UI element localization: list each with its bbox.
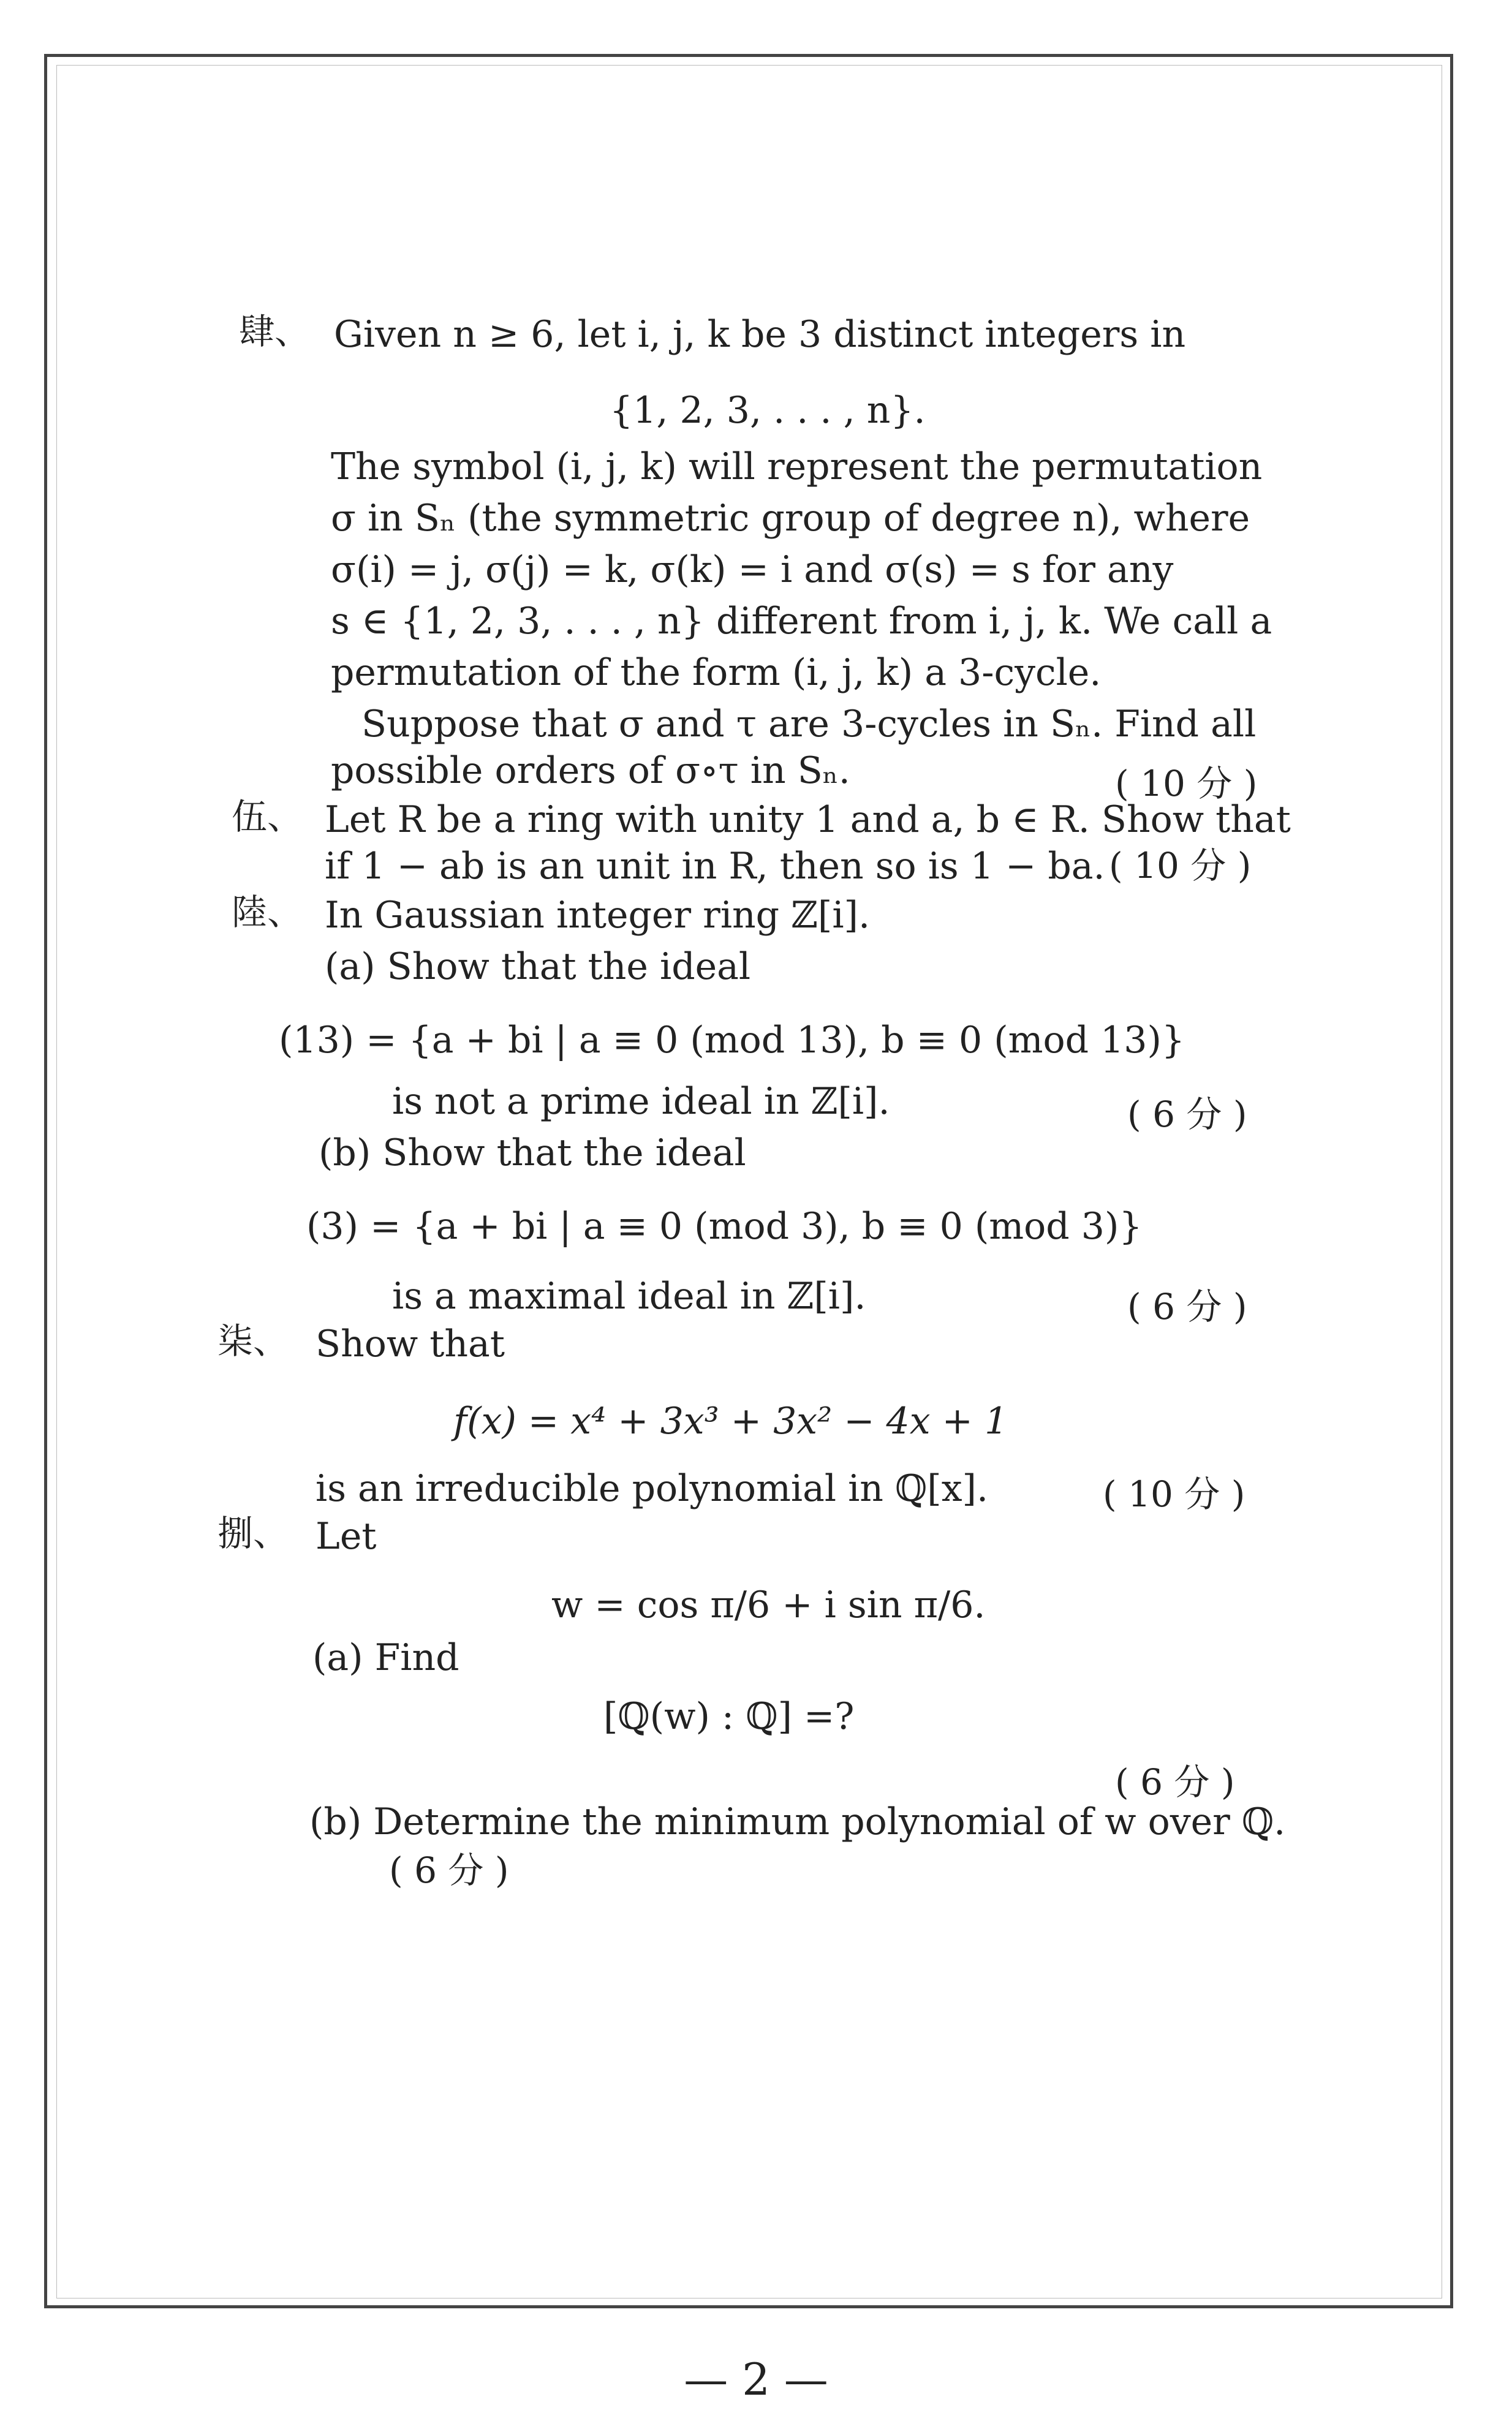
problem-8-score-a: ( 6 分 ) <box>1115 1761 1235 1803</box>
problem-8-label: 捌、 <box>217 1513 289 1554</box>
problem-6-part-a-conclusion: is not a prime ideal in ℤ[i]. <box>392 1080 890 1123</box>
problem-8-score-b: ( 6 分 ) <box>389 1849 509 1891</box>
problem-4-line-3: The symbol (i, j, k) will represent the permutation <box>331 445 1263 488</box>
problem-7-line-1: Show that <box>316 1323 505 1366</box>
page-number: — 2 — <box>684 2354 828 2405</box>
problem-6-ideal-13: (13) = {a + bi | a ≡ 0 (mod 13), b ≡ 0 (mod 13)} <box>279 1019 1185 1062</box>
problem-4-line-8: Suppose that σ and τ are 3-cycles in Sₙ. Find all <box>361 703 1257 746</box>
problem-6-line-1: In Gaussian integer ring ℤ[i]. <box>325 894 871 937</box>
problem-6-part-a: (a) Show that the ideal <box>325 945 751 988</box>
problem-4-line-7: permutation of the form (i, j, k) a 3-cycle. <box>331 651 1102 694</box>
problem-6-ideal-3: (3) = {a + bi | a ≡ 0 (mod 3), b ≡ 0 (mod 3)} <box>306 1205 1143 1248</box>
problem-5-score: ( 10 分 ) <box>1109 845 1252 886</box>
problem-8-part-b: (b) Determine the minimum polynomial of w over ℚ. <box>309 1800 1286 1843</box>
problem-8-line-1: Let <box>316 1515 377 1558</box>
problem-4-line-4: σ in Sₙ (the symmetric group of degree n), where <box>331 497 1250 540</box>
problem-6-part-b-conclusion: is a maximal ideal in ℤ[i]. <box>392 1275 866 1318</box>
problem-4-line-2: {1, 2, 3, . . . , n}. <box>610 389 926 432</box>
problem-7-label: 柒、 <box>217 1320 289 1362</box>
problem-7-line-3: is an irreducible polynomial in ℚ[x]. <box>316 1467 989 1510</box>
problem-4-line-6: s ∈ {1, 2, 3, . . . , n} different from i, j, k. We call a <box>331 600 1272 643</box>
problem-8-degree: [ℚ(w) : ℚ] =? <box>603 1695 855 1738</box>
problem-8-part-a: (a) Find <box>312 1636 459 1679</box>
problem-4-line-5: σ(i) = j, σ(j) = k, σ(k) = i and σ(s) = s for any <box>331 548 1174 591</box>
problem-7-polynomial: f(x) = x⁴ + 3x³ + 3x² − 4x + 1 <box>453 1400 1008 1443</box>
problem-4-label: 肆、 <box>239 311 311 352</box>
problem-6-label: 陸、 <box>232 891 303 933</box>
problem-6-score-b: ( 6 分 ) <box>1127 1286 1247 1328</box>
problem-5-line-1: Let R be a ring with unity 1 and a, b ∈ R. Show that <box>325 798 1291 841</box>
problem-4-score: ( 10 分 ) <box>1115 763 1258 804</box>
problem-5-line-2: if 1 − ab is an unit in R, then so is 1 − ba. <box>325 845 1105 888</box>
problem-7-score: ( 10 分 ) <box>1103 1473 1246 1515</box>
problem-6-part-b: (b) Show that the ideal <box>319 1131 746 1174</box>
problem-6-score-a: ( 6 分 ) <box>1127 1094 1247 1135</box>
problem-4-line-1: Given n ≥ 6, let i, j, k be 3 distinct integers in <box>334 313 1186 356</box>
problem-5-label: 伍、 <box>232 796 303 837</box>
problem-8-w-definition: w = cos π/6 + i sin π/6. <box>551 1584 986 1626</box>
problem-4-line-9: possible orders of σ∘τ in Sₙ. <box>331 749 850 792</box>
